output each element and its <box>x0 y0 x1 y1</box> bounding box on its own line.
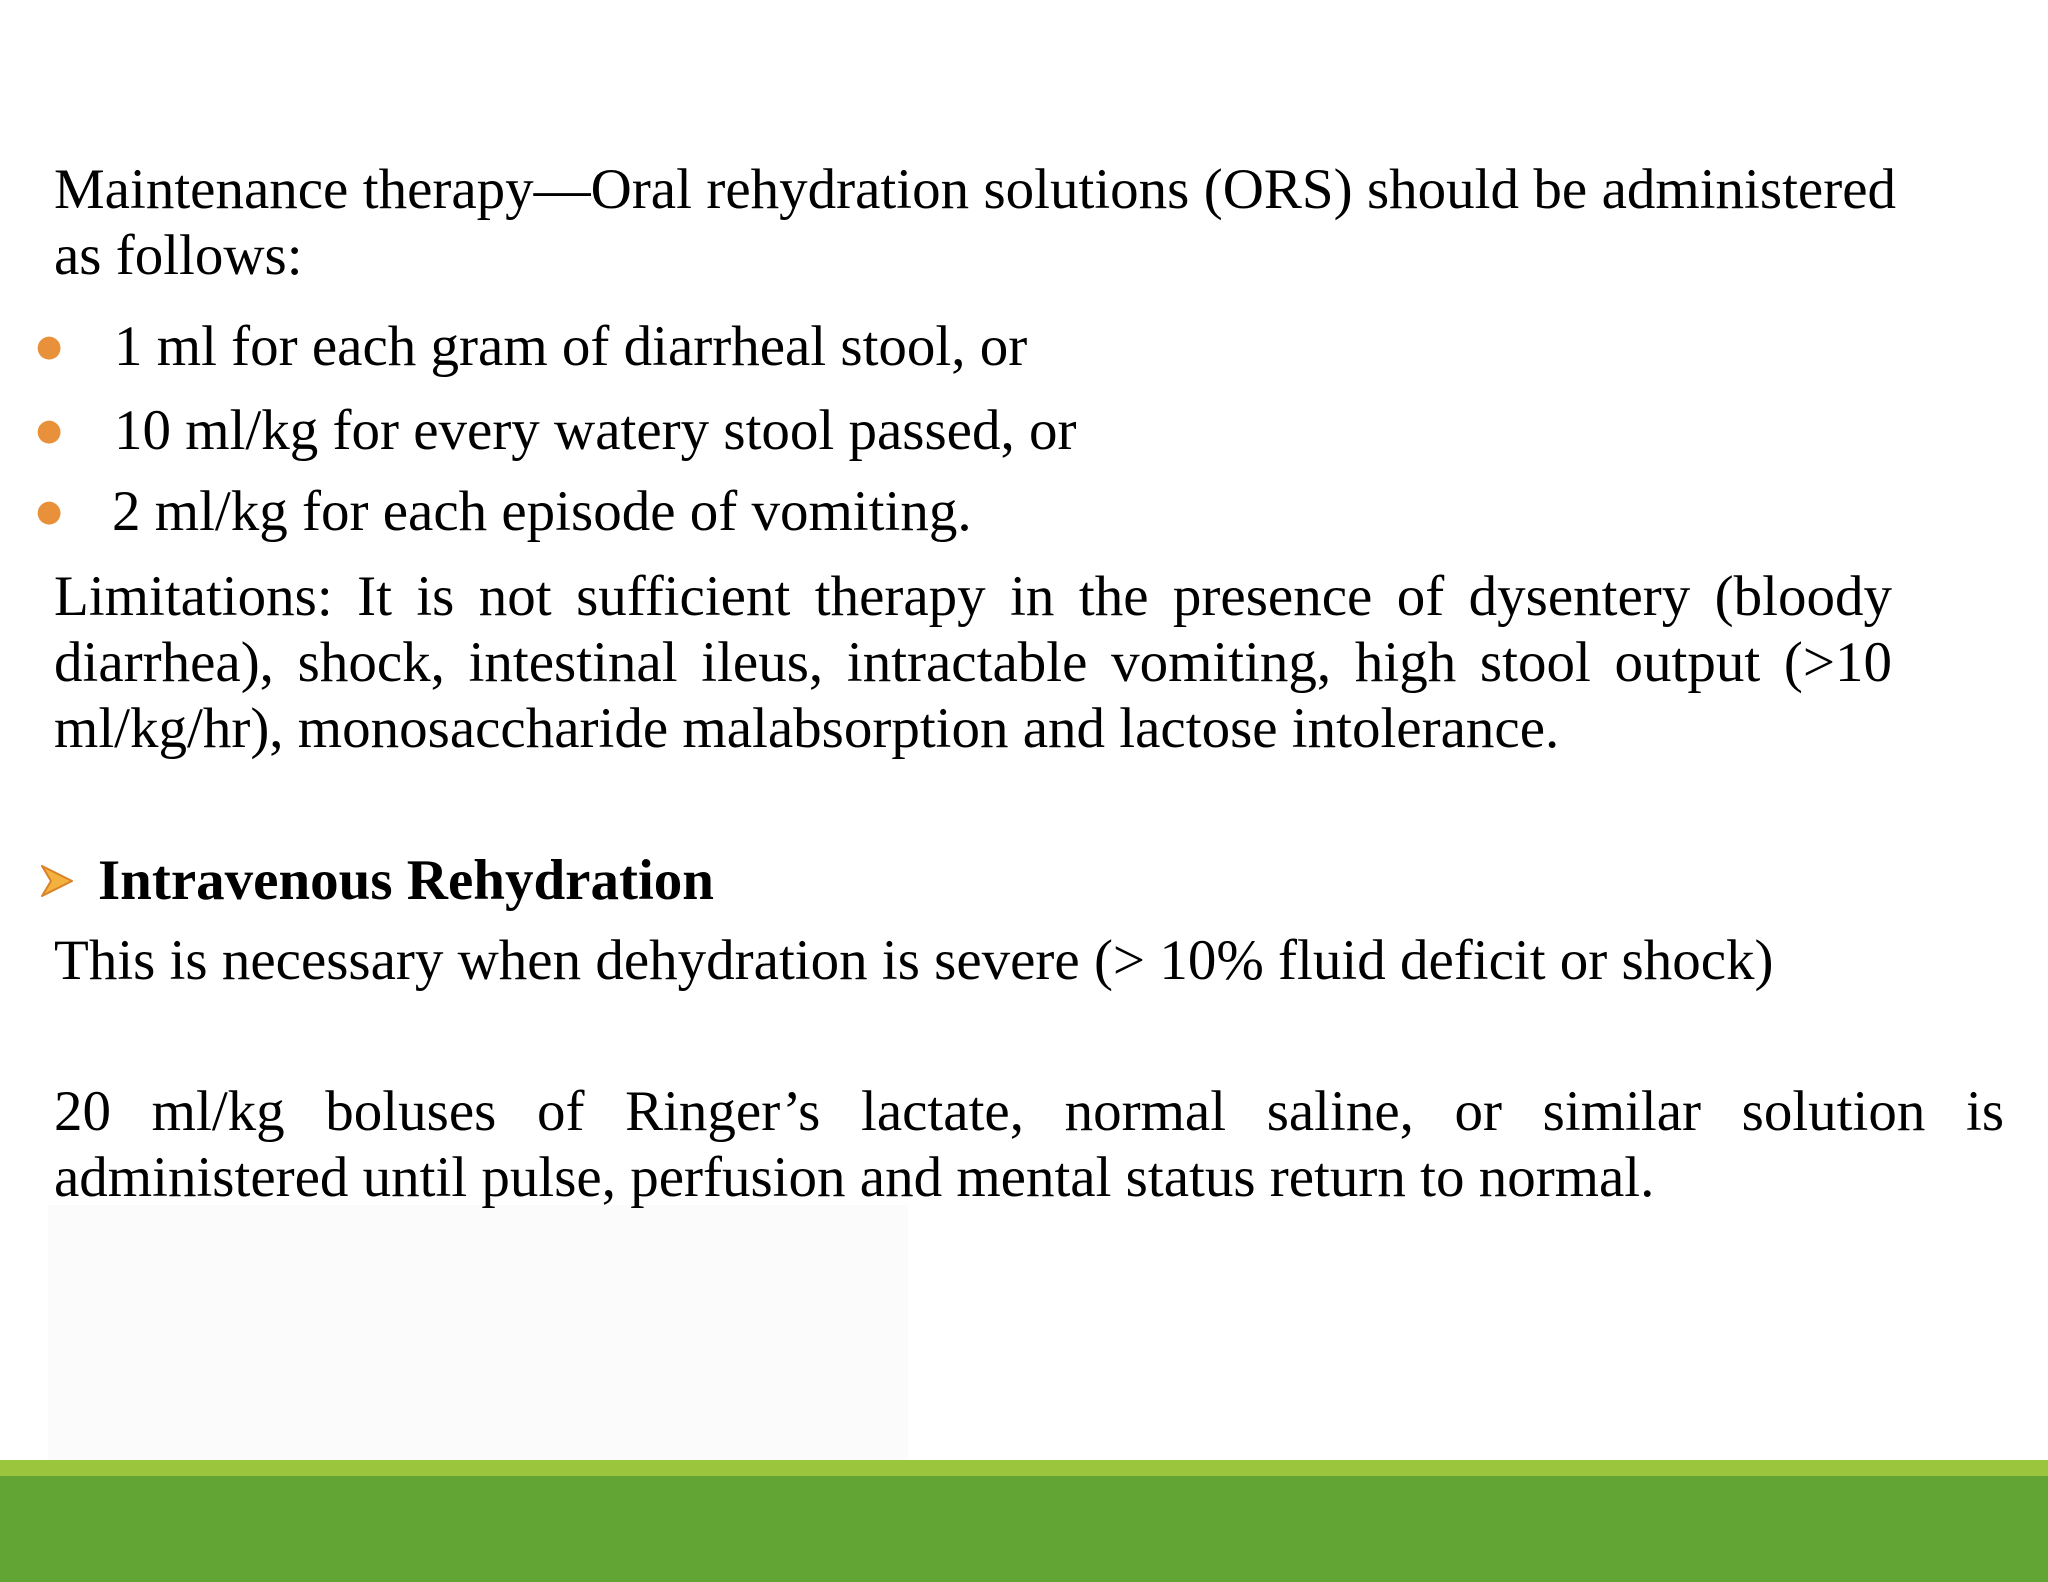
bullet-dot-icon: ● <box>36 329 63 364</box>
footer-stripe <box>0 1460 2048 1476</box>
arrow-bullet-icon <box>40 864 74 898</box>
footer-bar <box>0 1476 2048 1582</box>
iv-necessary-paragraph: This is necessary when dehydration is severe (> 10% fluid deficit or shock) <box>54 929 1774 992</box>
bullet-dot-icon: ● <box>36 494 63 529</box>
bolus-paragraph: 20 ml/kg boluses of Ringer’s lactate, normal saline, or similar solution is administered until pulse, perfusion and mental status return to normal. <box>54 1080 2004 1209</box>
bullet-text: 10 ml/kg for every watery stool passed, or <box>114 399 1077 462</box>
maintenance-paragraph: Maintenance therapy—Oral rehydration solutions (ORS) should be administered as follows: <box>54 158 1896 287</box>
background-panel <box>48 1205 908 1460</box>
bullet-dot-icon: ● <box>36 413 63 448</box>
limitations-paragraph: Limitations: It is not sufficient therapy in the presence of dysentery (bloody diarrhea), shock, intestinal ileus, intractable vomiting, high stool output (>10 ml/kg/hr), monosaccharide malabsorption and lactose intolerance. <box>54 565 1892 760</box>
bullet-text: 1 ml for each gram of diarrheal stool, or <box>114 315 1028 378</box>
bullet-text: 2 ml/kg for each episode of vomiting. <box>112 480 972 543</box>
heading-text: Intravenous Rehydration <box>98 849 714 912</box>
